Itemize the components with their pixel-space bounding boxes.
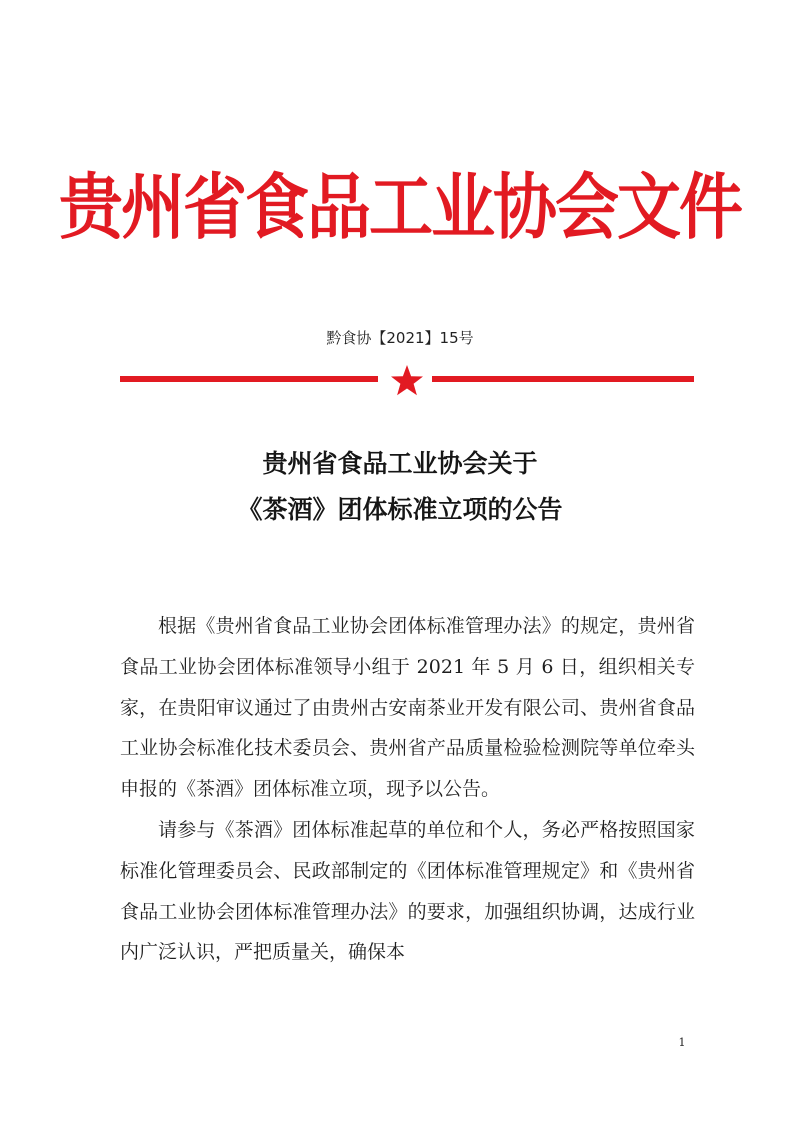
document-number: 黔食协【2021】15号: [326, 329, 474, 347]
masthead-title: 贵州省食品工业协会文件: [59, 165, 741, 250]
red-rule-right: [432, 376, 694, 382]
page-number: 1: [678, 1036, 686, 1049]
body-paragraph-1: 根据《贵州省食品工业协会团体标准管理办法》的规定，贵州省食品工业协会团体标准领导小组于 2021 年 5 月 6 日，组织相关专家，在贵阳审议通过了由贵州古安南茶业开发有限公司、贵州省食品工业协会标准化技术委员会、贵州省产品质量检验检测院等单位牵头申报的《茶酒》团体标准立项，现予以公告。: [120, 615, 695, 801]
notice-body: [120, 606, 695, 973]
star-icon: [390, 364, 424, 398]
body-paragraph-2: 请参与《茶酒》团体标准起草的单位和个人，务必严格按照国家标准化管理委员会、民政部制定的《团体标准管理规定》和《贵州省食品工业协会团体标准管理办法》的要求，加强组织协调，达成行业内广泛认识，严把质量关，确保本: [120, 818, 695, 964]
notice-title-line-1: 贵州省食品工业协会关于: [262, 449, 538, 478]
notice-title-line-2: 《茶酒》团体标准立项的公告: [237, 495, 563, 524]
red-rule-left: [120, 376, 378, 382]
